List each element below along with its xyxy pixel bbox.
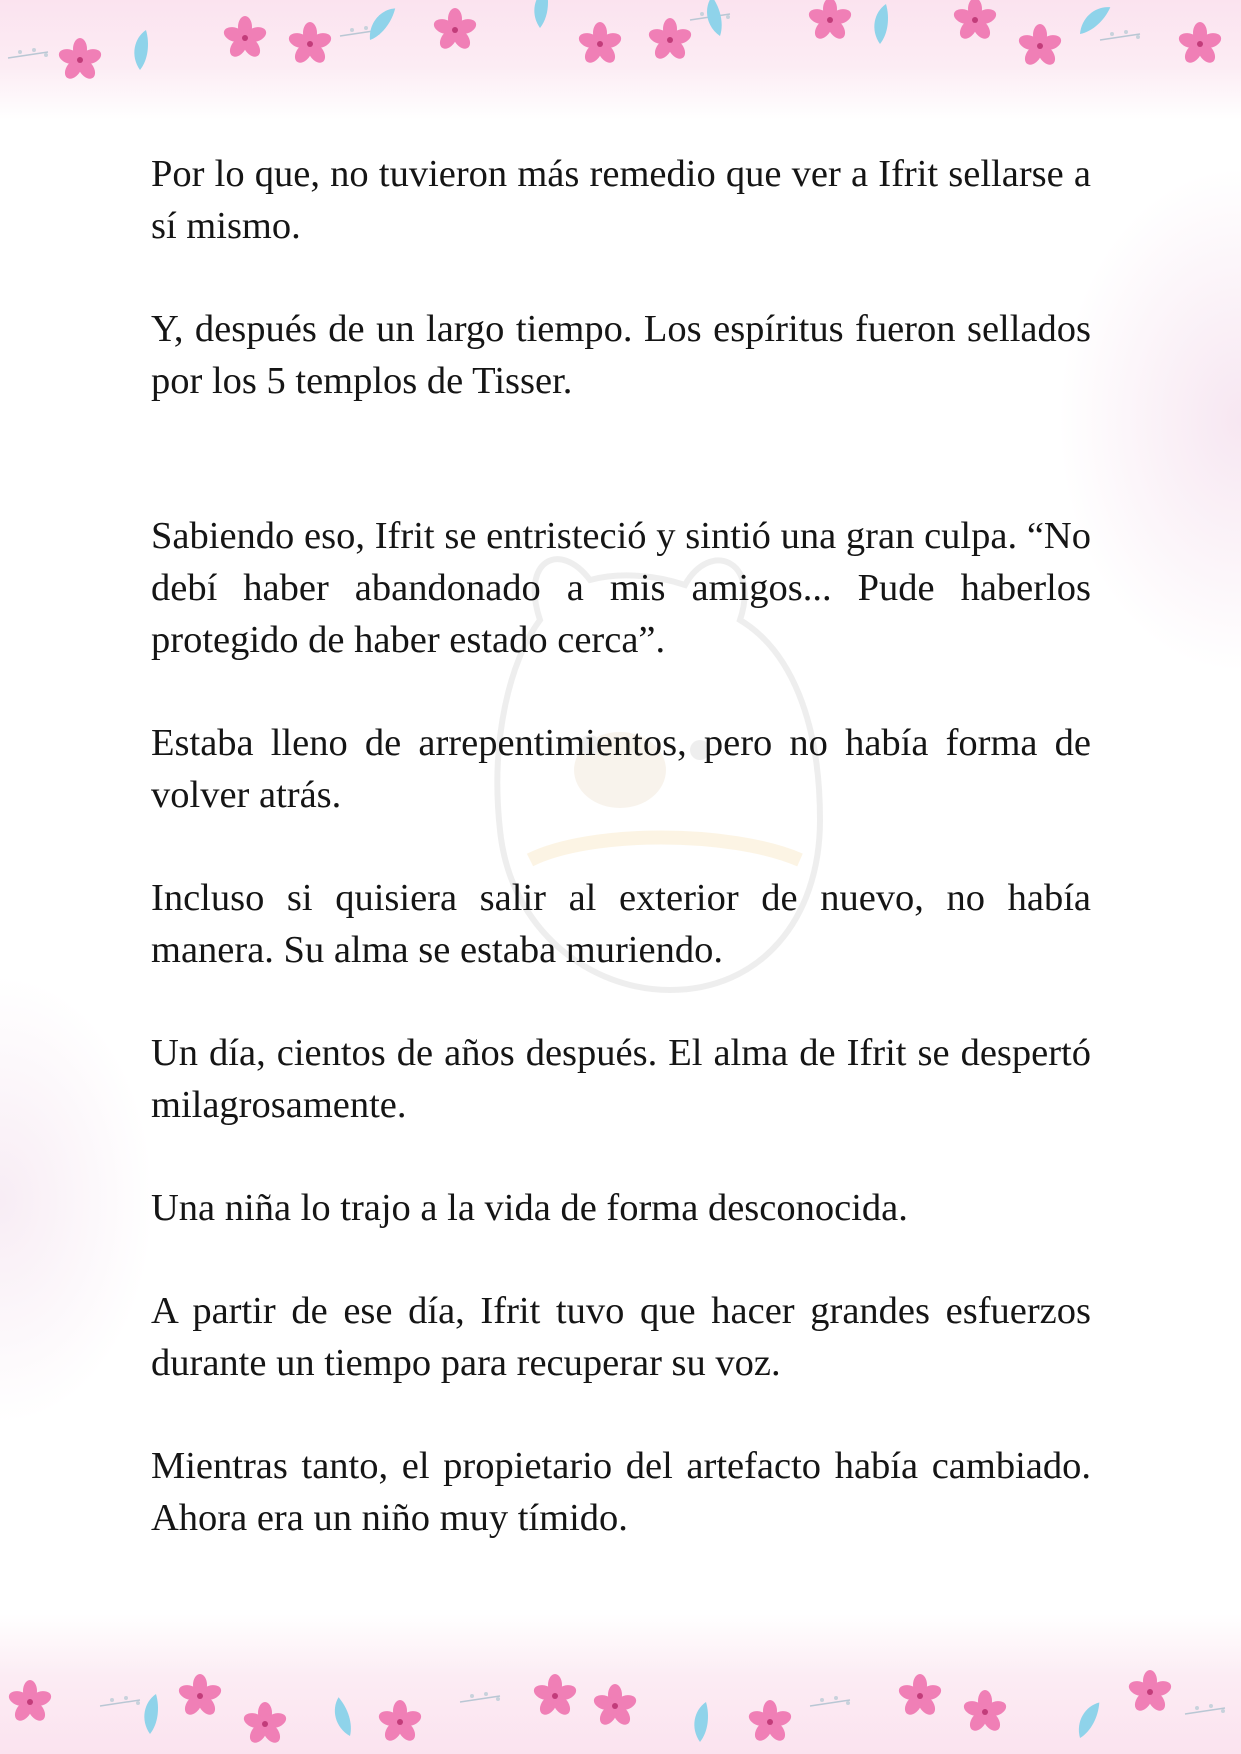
paragraph-4: Estaba lleno de arrepentimientos, pero no había forma de volver atrás. [151, 722, 1091, 816]
paragraph-8: A partir de ese día, Ifrit tuvo que hacer grandes esfuerzos durante un tiempo para recuperar su voz. [151, 1290, 1091, 1384]
paragraph-5: Incluso si quisiera salir al exterior de nuevo, no había manera. Su alma se estaba muriendo. [151, 877, 1091, 971]
paragraph-1: Por lo que, no tuvieron más remedio que ver a Ifrit sellarse a sí mismo. [151, 153, 1091, 247]
floral-border-bottom-icon [0, 1654, 1241, 1754]
paragraph-7: Una niña lo trajo a la vida de forma desconocida. [151, 1187, 908, 1229]
paragraph-9: Mientras tanto, el propietario del artefacto había cambiado. Ahora era un niño muy tímido. [151, 1445, 1091, 1539]
paragraph-3: Sabiendo eso, Ifrit se entristeció y sintió una gran culpa. “No debí haber abandonado a mis amigos... Pude haberlos protegido de haber estado cerca”. [151, 515, 1091, 661]
story-text [151, 148, 1091, 1544]
paragraph-6: Un día, cientos de años después. El alma de Ifrit se despertó milagrosamente. [151, 1032, 1091, 1126]
floral-border-top-icon [0, 0, 1241, 100]
paragraph-2: Y, después de un largo tiempo. Los espíritus fueron sellados por los 5 templos de Tisser. [151, 308, 1091, 402]
